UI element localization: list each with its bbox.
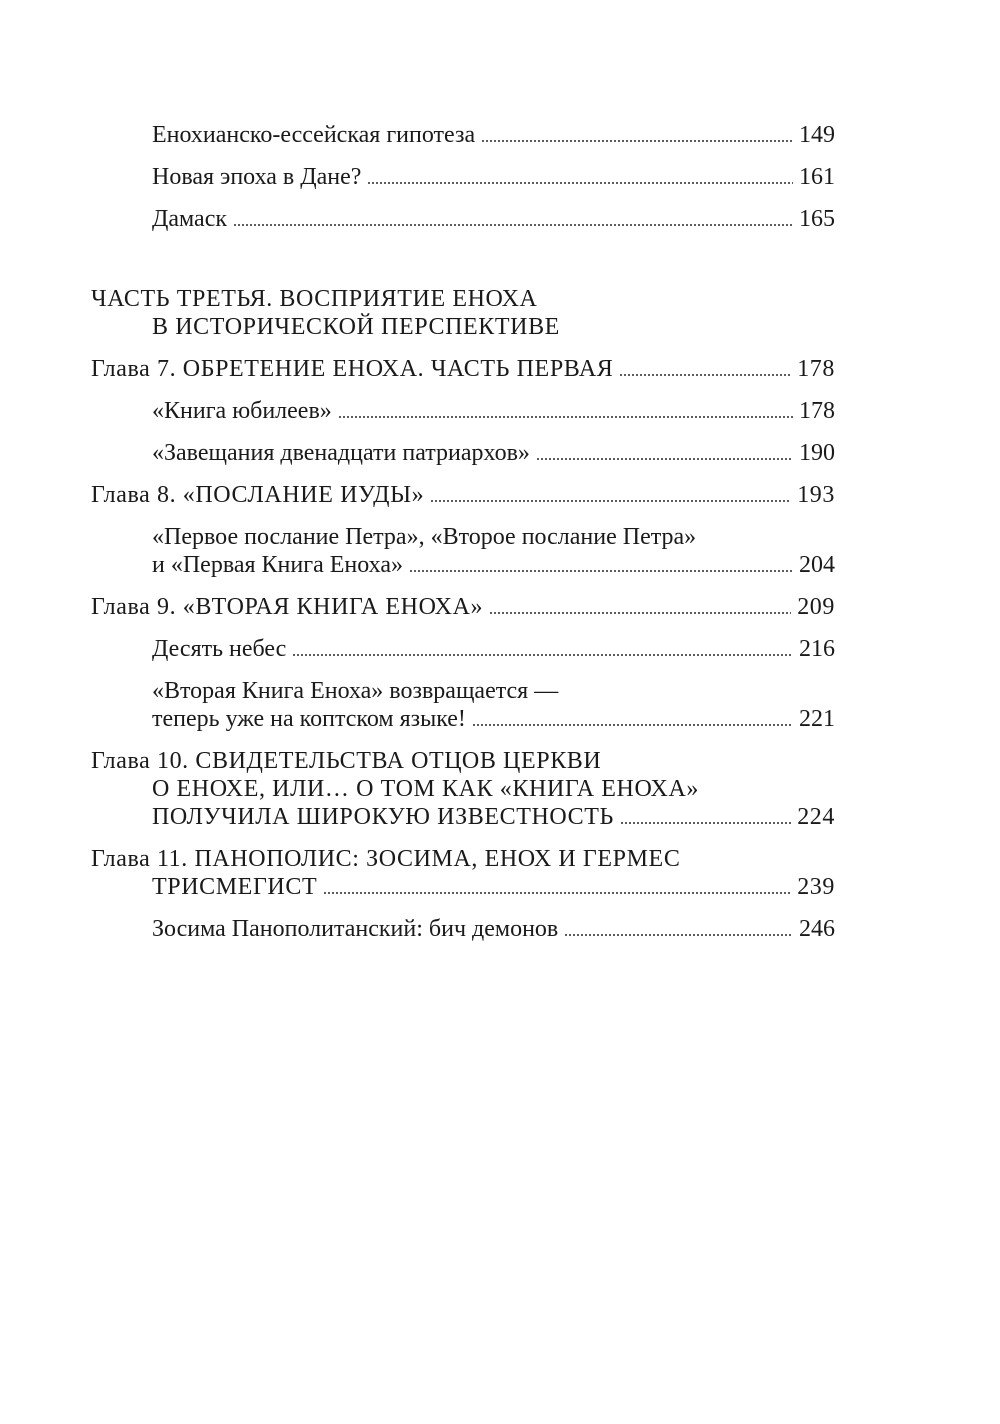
dot-leader	[481, 137, 793, 143]
dot-leader	[292, 651, 793, 657]
toc-page-number: 209	[797, 594, 835, 620]
toc-entry-title: Десять небес	[152, 636, 287, 662]
toc-page-number: 221	[799, 706, 835, 732]
dot-leader	[430, 497, 791, 503]
dot-leader	[564, 931, 793, 937]
toc-chapter-title-line2: ТРИСМЕГИСТ	[152, 874, 318, 900]
toc-entry-title: Енохианско-ессейская гипотеза	[152, 122, 476, 148]
toc-chapter-title-line2: О ЕНОХЕ, ИЛИ… О ТОМ КАК «КНИГА ЕНОХА»	[152, 776, 699, 802]
toc-entry-title: Новая эпоха в Дане?	[152, 164, 362, 190]
toc-page-number: 190	[799, 440, 835, 466]
dot-leader	[323, 889, 791, 895]
toc-chapter-entry[interactable]	[91, 592, 835, 622]
part-heading-line2: В ИСТОРИЧЕСКОЙ ПЕРСПЕКТИВЕ	[152, 314, 560, 340]
toc-page-number: 149	[799, 122, 835, 148]
toc-chapter-entry[interactable]	[91, 354, 835, 384]
toc-entry-title-line2: и «Первая Книга Еноха»	[152, 552, 403, 578]
toc-entry[interactable]	[152, 914, 835, 944]
toc-page-number: 246	[799, 916, 835, 942]
toc-chapter-title: Глава 8. «ПОСЛАНИЕ ИУДЫ»	[91, 482, 425, 508]
toc-entry[interactable]	[152, 704, 835, 734]
toc-page-number: 165	[799, 206, 835, 232]
toc-entry-title-line1: «Первое послание Петра», «Второе послание Петра»	[152, 524, 697, 550]
toc-entry[interactable]	[152, 204, 835, 234]
toc-entry[interactable]	[152, 550, 835, 580]
toc-entry[interactable]	[152, 120, 835, 150]
toc-entry[interactable]	[152, 162, 835, 192]
dot-leader	[620, 819, 791, 825]
dot-leader	[619, 371, 791, 377]
toc-page-number: 193	[797, 482, 835, 508]
toc-entry-title: Зосима Панополитанский: бич демонов	[152, 916, 559, 942]
toc-chapter-title: Глава 7. ОБРЕТЕНИЕ ЕНОХА. ЧАСТЬ ПЕРВАЯ	[91, 356, 614, 382]
dot-leader	[233, 221, 793, 227]
dot-leader	[536, 455, 793, 461]
toc-entry[interactable]	[152, 438, 835, 468]
toc-chapter-entry[interactable]	[152, 802, 835, 832]
toc-chapter-entry[interactable]	[91, 480, 835, 510]
toc-page-number: 239	[797, 874, 835, 900]
toc-entry[interactable]	[152, 634, 835, 664]
toc-page-number: 224	[797, 804, 835, 830]
dot-leader	[489, 609, 791, 615]
toc-page-number: 178	[799, 398, 835, 424]
toc-entry-title: Дамаск	[152, 206, 228, 232]
toc-chapter-title-line1: Глава 11. ПАНОПОЛИС: ЗОСИМА, ЕНОХ И ГЕРМЕС	[91, 846, 681, 872]
toc-page-number: 161	[799, 164, 835, 190]
toc-chapter-title: Глава 9. «ВТОРАЯ КНИГА ЕНОХА»	[91, 594, 484, 620]
dot-leader	[367, 179, 793, 185]
dot-leader	[472, 721, 793, 727]
toc-page-number: 216	[799, 636, 835, 662]
toc-chapter-title-line3: ПОЛУЧИЛА ШИРОКУЮ ИЗВЕСТНОСТЬ	[152, 804, 614, 830]
toc-entry-title: «Завещания двенадцати патриархов»	[152, 440, 530, 466]
dot-leader	[338, 413, 793, 419]
part-heading-line1: ЧАСТЬ ТРЕТЬЯ. ВОСПРИЯТИЕ ЕНОХА	[91, 286, 538, 312]
dot-leader	[409, 567, 793, 573]
toc-chapter-title-line1: Глава 10. СВИДЕТЕЛЬСТВА ОТЦОВ ЦЕРКВИ	[91, 748, 602, 774]
toc-entry[interactable]	[152, 396, 835, 426]
toc-entry-title: «Книга юбилеев»	[152, 398, 332, 424]
toc-page-number: 178	[797, 356, 835, 382]
toc-entry-title-line2: теперь уже на коптском языке!	[152, 706, 466, 732]
toc-chapter-entry[interactable]	[152, 872, 835, 902]
toc-page-number: 204	[799, 552, 835, 578]
toc-entry-title-line1: «Вторая Книга Еноха» возвращается —	[152, 678, 559, 704]
